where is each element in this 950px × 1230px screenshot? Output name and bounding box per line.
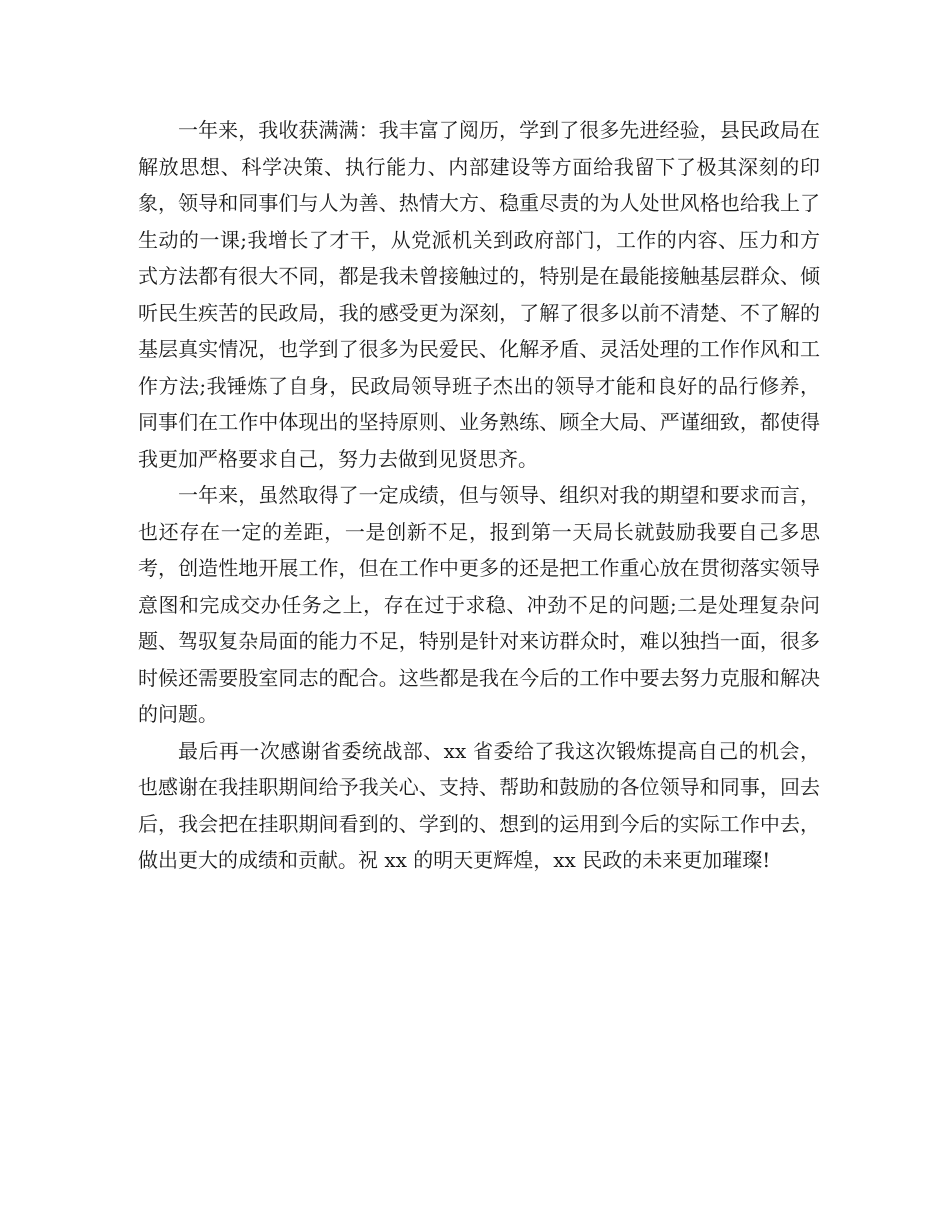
paragraph-shortcomings: 一年来，虽然取得了一定成绩，但与领导、组织对我的期望和要求而言，也还存在一定的差距，一是创新不足，报到第一天局长就鼓励我要自己多思考，创造性地开展工作，但在工作中更多的还是把工作重心放在贯彻落实领导意图和完成交办任务之上，存在过于求稳、冲劲不足的问题;二是处理复杂问题、驾驭复杂局面的能力不足，特别是针对来访群众时，难以独挡一面，很多时候还需要股室同志的配合。这些都是我在今后的工作中要去努力克服和解决的问题。	[138, 483, 820, 726]
document-body	[138, 112, 820, 879]
paragraph-thanks: 最后再一次感谢省委统战部、xx 省委给了我这次锻炼提高自己的机会，也感谢在我挂职期间给予我关心、支持、帮助和鼓励的各位领导和同事，回去后，我会把在挂职期间看到的、学到的、想到的运用到今后的实际工作中去，做出更大的成绩和贡献。祝 xx 的明天更辉煌，xx 民政的未来更加璀璨!	[138, 738, 820, 872]
paragraph-harvest: 一年来，我收获满满：我丰富了阅历，学到了很多先进经验，县民政局在解放思想、科学决策、执行能力、内部建设等方面给我留下了极其深刻的印象，领导和同事们与人为善、热情大方、稳重尽责的为人处世风格也给我上了生动的一课;我增长了才干，从党派机关到政府部门，工作的内容、压力和方式方法都有很大不同，都是我未曾接触过的，特别是在最能接触基层群众、倾听民生疾苦的民政局，我的感受更为深刻，了解了很多以前不清楚、不了解的基层真实情况，也学到了很多为民爱民、化解矛盾、灵活处理的工作作风和工作方法;我锤炼了自身，民政局领导班子杰出的领导才能和良好的品行修养，同事们在工作中体现出的坚持原则、业务熟练、顾全大局、严谨细致，都使得我更加严格要求自己，努力去做到见贤思齐。	[138, 118, 820, 471]
